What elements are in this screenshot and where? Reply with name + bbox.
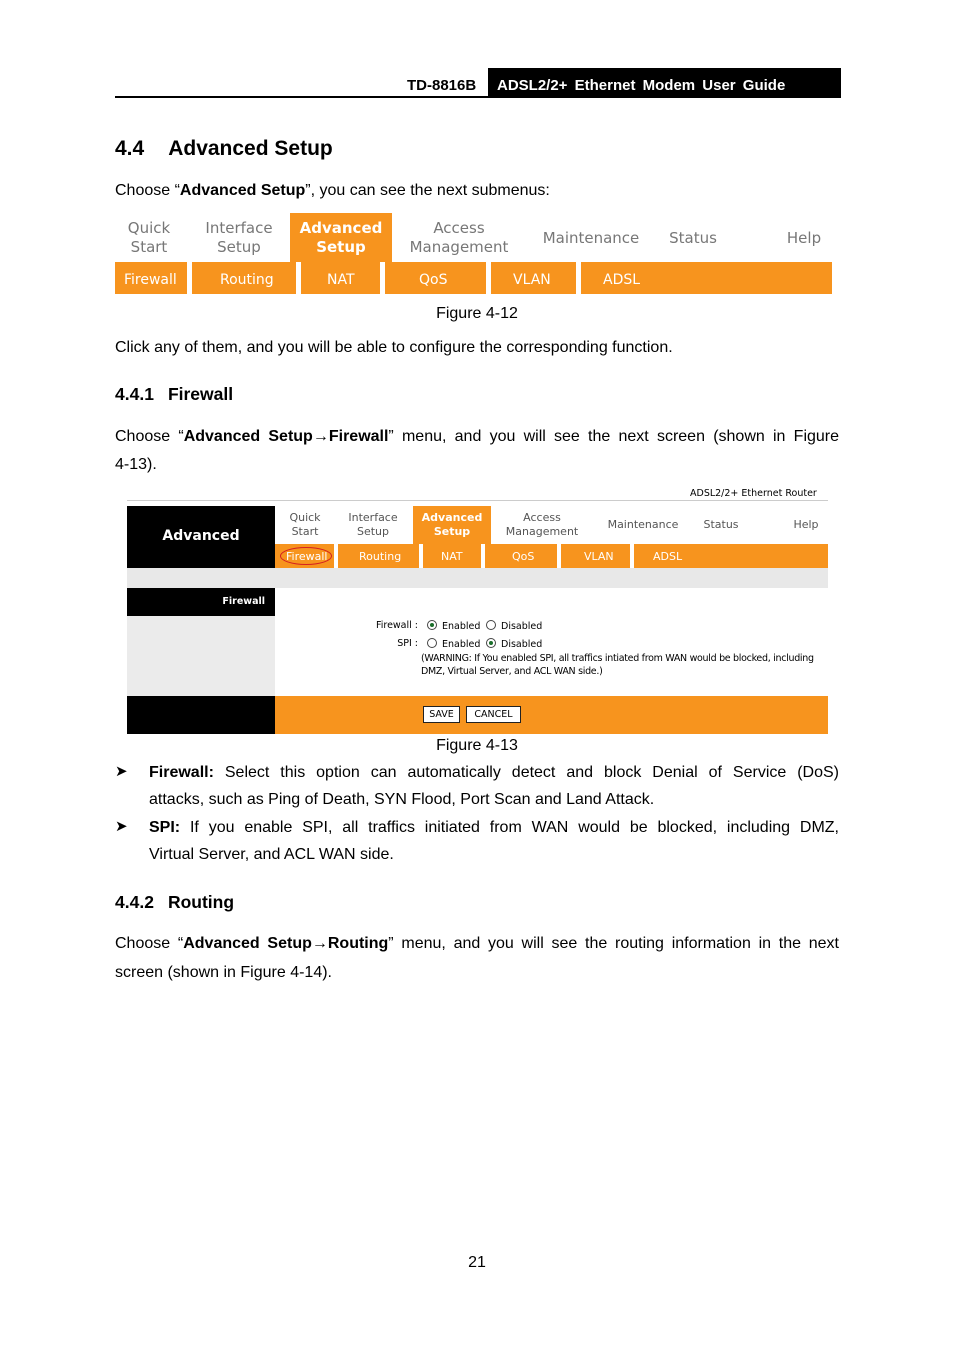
- sidebar-label: Firewall: [222, 596, 265, 607]
- menu-help[interactable]: Help: [786, 229, 822, 247]
- bullet-firewall-line1: [149, 759, 839, 786]
- sidebar-body: [127, 616, 275, 696]
- submenu-separator: [557, 544, 561, 568]
- intro-bold: Advanced Setup: [183, 935, 312, 952]
- section-label: Advanced: [162, 528, 240, 544]
- menu-label: Quick: [127, 219, 171, 237]
- menu-quick-start[interactable]: [278, 511, 332, 539]
- submenu-separator: [630, 544, 634, 568]
- menu-label: Management: [409, 238, 509, 256]
- menu-label: Access: [523, 511, 561, 524]
- firewall-intro-line2: 4-13).: [115, 456, 157, 473]
- save-button[interactable]: SAVE: [423, 706, 460, 723]
- intro-prefix: Choose “: [115, 935, 184, 952]
- intro-suffix: ” menu, and you will see the next screen (shown in Figure: [388, 428, 840, 445]
- firewall-disabled-label: Disabled: [501, 621, 543, 632]
- submenu-nat[interactable]: NAT: [327, 272, 355, 288]
- menu-label: Setup: [316, 238, 366, 256]
- submenu-routing[interactable]: Routing: [359, 550, 402, 563]
- doc-title: ADSL2/2+ Ethernet Modem User Guide: [497, 77, 786, 94]
- section-number: 4.4: [115, 137, 145, 160]
- footer-bar: [275, 696, 828, 734]
- arrow-icon: →: [312, 428, 329, 445]
- submenu-separator: [419, 544, 423, 568]
- intro-prefix: Choose “: [115, 428, 184, 445]
- subsection-number: 4.4.1: [115, 384, 154, 404]
- submenu-separator: [481, 544, 485, 568]
- firewall-disabled-radio[interactable]: [486, 620, 496, 630]
- menu-access-management[interactable]: [497, 511, 587, 539]
- submenu-nat[interactable]: NAT: [441, 550, 463, 563]
- router-name: ADSL2/2+ Ethernet Router: [690, 488, 817, 499]
- intro-prefix: Choose “: [115, 182, 180, 199]
- menu-maintenance[interactable]: Maintenance: [607, 518, 679, 531]
- warning-line2: DMZ, Virtual Server, and ACL WAN side.): [421, 666, 603, 677]
- spi-enabled-label: Enabled: [442, 639, 481, 650]
- spi-disabled-radio[interactable]: [486, 638, 496, 648]
- menu-label: Management: [505, 525, 579, 538]
- submenu-qos[interactable]: QoS: [512, 550, 535, 563]
- submenu-routing[interactable]: Routing: [220, 272, 274, 288]
- menu-label: Setup: [356, 525, 390, 538]
- bullet-arrow-icon: ➤: [115, 818, 128, 835]
- warning-line1: (WARNING: If You enabled SPI, all traffics intiated from WAN would be blocked, including: [421, 653, 814, 664]
- menu-label: Setup: [433, 525, 471, 538]
- menu-status[interactable]: Status: [669, 229, 717, 247]
- intro-suffix: ” menu, and you will see the routing information in the next: [388, 935, 840, 952]
- bullet-firewall-line2: attacks, such as Ping of Death, SYN Flood, Port Scan and Land Attack.: [149, 791, 655, 808]
- subsection-heading: [115, 892, 234, 913]
- bullet-arrow-icon: ➤: [115, 763, 128, 780]
- submenu-firewall[interactable]: Firewall: [286, 550, 328, 563]
- submenu-adsl[interactable]: ADSL: [603, 272, 641, 288]
- bullet-text: If you enable SPI, all traffics initiated from WAN would be blocked, including DMZ,: [189, 819, 839, 836]
- paragraph: Click any of them, and you will be able to configure the corresponding function.: [115, 339, 673, 356]
- submenu-vlan[interactable]: VLAN: [513, 272, 551, 288]
- firewall-enabled-label: Enabled: [442, 621, 481, 632]
- menu-help[interactable]: Help: [793, 518, 819, 531]
- cancel-button[interactable]: CANCEL: [466, 706, 521, 723]
- menu-label: Quick: [289, 511, 321, 524]
- menu-label: Advanced: [299, 219, 383, 237]
- submenu-qos[interactable]: QoS: [419, 272, 448, 288]
- submenu-adsl[interactable]: ADSL: [653, 550, 683, 563]
- section-title: Advanced Setup: [168, 137, 333, 160]
- menu-label: Start: [291, 525, 319, 538]
- menu-label: Access: [433, 219, 485, 237]
- spi-label: SPI :: [397, 638, 418, 649]
- bullet-term: Firewall:: [149, 764, 214, 781]
- subsection-title: Routing: [167, 892, 235, 912]
- subsection-title: Firewall: [167, 384, 234, 404]
- doc-model: TD-8816B: [407, 77, 477, 94]
- intro-bold: Routing: [327, 935, 389, 952]
- page-number: 21: [468, 1254, 486, 1271]
- spacer-band: [127, 568, 828, 588]
- submenu-separator: [334, 544, 338, 568]
- bullet-spi-line2: Virtual Server, and ACL WAN side.: [149, 846, 394, 863]
- intro-suffix: ”, you can see the next submenus:: [305, 182, 550, 199]
- bullet-term: SPI:: [149, 819, 181, 836]
- routing-intro-line2: screen (shown in Figure 4-14).: [115, 964, 332, 981]
- menu-advanced-setup[interactable]: [413, 511, 491, 539]
- firewall-enabled-radio[interactable]: [427, 620, 437, 630]
- menu-label: Interface: [348, 511, 398, 524]
- intro-bold: Advanced Setup: [179, 182, 306, 199]
- spi-disabled-label: Disabled: [501, 639, 543, 650]
- spi-enabled-radio[interactable]: [427, 638, 437, 648]
- menu-label: Interface: [205, 219, 273, 237]
- routing-intro-line1: [115, 930, 839, 957]
- top-rule: [127, 500, 828, 501]
- intro-bold: Advanced Setup: [183, 428, 313, 445]
- bullet-spi-line1: [149, 814, 839, 841]
- menu-interface-setup[interactable]: [340, 511, 406, 539]
- footer-left-block: [127, 696, 275, 734]
- menu-label: Advanced: [421, 511, 483, 524]
- submenu-bar: [275, 544, 828, 568]
- submenu-firewall[interactable]: Firewall: [124, 272, 177, 288]
- figure-caption: Figure 4-13: [436, 737, 518, 754]
- menu-label: Start: [130, 238, 168, 256]
- arrow-icon: →: [311, 935, 328, 952]
- figure-caption: Figure 4-12: [436, 305, 518, 322]
- menu-label: Setup: [217, 238, 261, 256]
- intro-bold: Firewall: [328, 428, 389, 445]
- menu-status[interactable]: Status: [703, 518, 739, 531]
- submenu-vlan[interactable]: VLAN: [584, 550, 614, 563]
- bullet-text: Select this option can automatically detect and block Denial of Service (DoS): [224, 764, 840, 781]
- subsection-number: 4.4.2: [115, 892, 154, 912]
- menu-maintenance[interactable]: Maintenance: [542, 229, 640, 247]
- firewall-label: Firewall :: [375, 620, 418, 631]
